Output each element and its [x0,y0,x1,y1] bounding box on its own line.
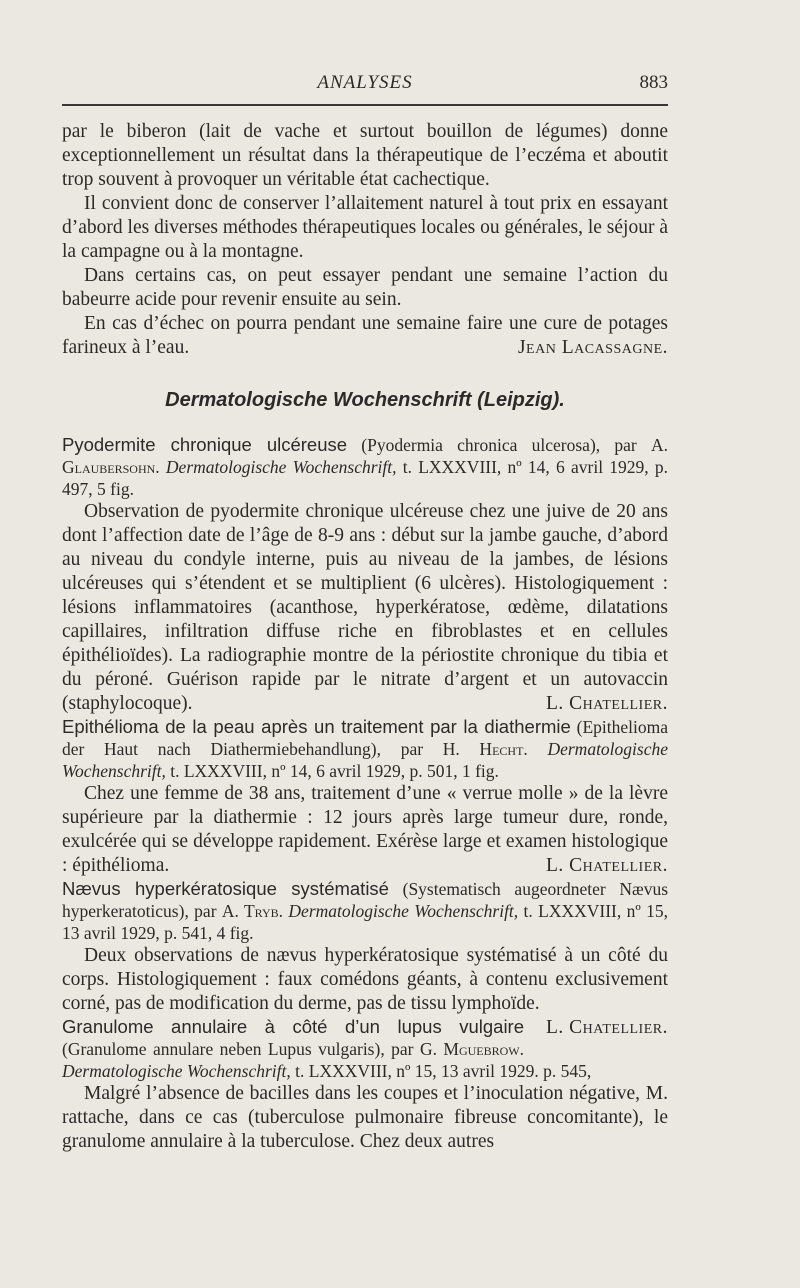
signature: Jean Lacassagne. [517,337,668,358]
author: G. Mguebrow. [419,1039,524,1059]
citation: t. LXXXVIII, nº 15, 13 avril 1929. p. 545, [290,1061,592,1081]
journal-ref: Dermatologische Wochenschrift, [159,457,397,477]
review-entry [62,434,668,716]
journal-ref: Dermatologische Wochenschrift, [283,901,519,921]
intro-paragraph: par le biberon (lait de vache et surtout bouillon de légumes) donne exceptionnellement un résultat dans la thérapeutique de l’eczéma et aboutit trop souvent à provoquer un véritable état cachectique. [62,121,668,190]
original-title: (Epithelioma der Haut nach Diathermiebehandlung), par [62,717,668,759]
abstract-text: Chez une femme de 38 ans, traitement d’une « verrue molle » de la lèvre supérieure par la diathermie : 12 jours après large tumeur dure, ronde, exulcérée qui se développe rapidement. Exérèse large et examen histologique : épithélioma. [62,783,668,876]
review-entry [62,716,668,878]
author: A. Tryb. [221,901,284,921]
citation: t. LXXXVIII, nº 14, 6 avril 1929, p. 501, 1 fig. [165,761,499,781]
abstract-text: Observation de pyodermite chronique ulcéreuse chez une juive de 20 ans dont l’affection date de l’âge de 8-9 ans : début sur la jambe gauche, d’abord au niveau du condyle interne, puis au niveau de la jambes, de lésions ulcéreuses qui s’étendent et se multiplient (6 ulcères). Histologiquement : lésions inflammatoires (acanthose, hyperkératose, œdème, dilatations capillaires, infiltration diffuse riche en fibroblastes et en cellules épithélioïdes). La radiographie montre de la périostite chronique du tibia et du péroné. Guérison rapide par le nitrate d’argent et un autovaccin (staphylocoque). [62,501,668,714]
citation: t. LXXXVIII, nº 15, 13 avril 1929, p. 541, 4 fig. [62,901,669,943]
journal-heading: Dermatologische Wochenschrift (Leipzig). [165,389,565,411]
entry-title: Epithélioma de la peau après un traitement par la diathermie [62,716,571,737]
abstract [62,782,668,878]
entry-title: Granulome annulaire à côté d’un lupus vulgaire [62,1016,525,1037]
running-head [62,72,668,100]
intro-paragraph: Il convient donc de conserver l’allaitement naturel à tout prix en essayant d’abord les diverses méthodes thérapeutiques locales ou générales, le séjour à la campagne ou à la montagne. [62,193,668,262]
original-title: (Pyodermia chronica ulcerosa), par [347,435,651,455]
journal-ref: Dermatologische Wochenschrift, [62,739,668,781]
author: A. Glaubersohn. [62,435,668,477]
signature: L. Chatellier. [546,855,668,876]
entry-title: Nævus hyperkératosique systématisé [62,878,389,899]
original-title: (Granulome annulare neben Lupus vulgaris), par [62,1039,420,1059]
author: H. Hecht. [442,739,528,759]
page-number: 883 [639,72,668,93]
intro-paragraph: Dans certains cas, on peut essayer pendant une semaine l’action du babeurre acide pour revenir ensuite au sein. [62,265,668,310]
page-content [62,120,668,1154]
abstract-text: Deux observations de nævus hyperkératosique systématisé à un côté du corps. Histologiquement : faux comédons géants, à contenu exclusivement corné, pas de modification du derme, pas de tissu lymphoïde. [62,945,668,1014]
citation: t. LXXXVIII, nº 14, 6 avril 1929, p. 497, 5 fig. [62,457,669,499]
intro-paragraph [62,312,668,360]
entry-title: Pyodermite chronique ulcéreuse [62,434,348,455]
entry-heading [62,434,668,500]
original-title: (Systematisch augeordneter Nævus hyperkeratoticus), par [62,879,669,921]
journal-ref: Dermatologische Wochenschrift, [62,1061,291,1081]
entry-heading [62,878,668,944]
signature: L. Chatellier. [546,693,668,714]
running-title: ANALYSES [317,72,413,93]
abstract [62,1082,668,1154]
header-rule [62,104,668,106]
intro-text: En cas d’échec on pourra pendant une semaine faire une cure de potages farineux à l’eau. [62,313,668,358]
abstract-text: Malgré l’absence de bacilles dans les coupes et l’inoculation négative, M. rattache, dans ce cas (tuberculose pulmonaire fibreuse concomitante), le granulome annulaire à la tuberculose. Chez deux autres [62,1083,668,1152]
abstract [62,500,668,716]
entry-heading [62,716,668,782]
signature: L. Chatellier. [546,1017,668,1038]
